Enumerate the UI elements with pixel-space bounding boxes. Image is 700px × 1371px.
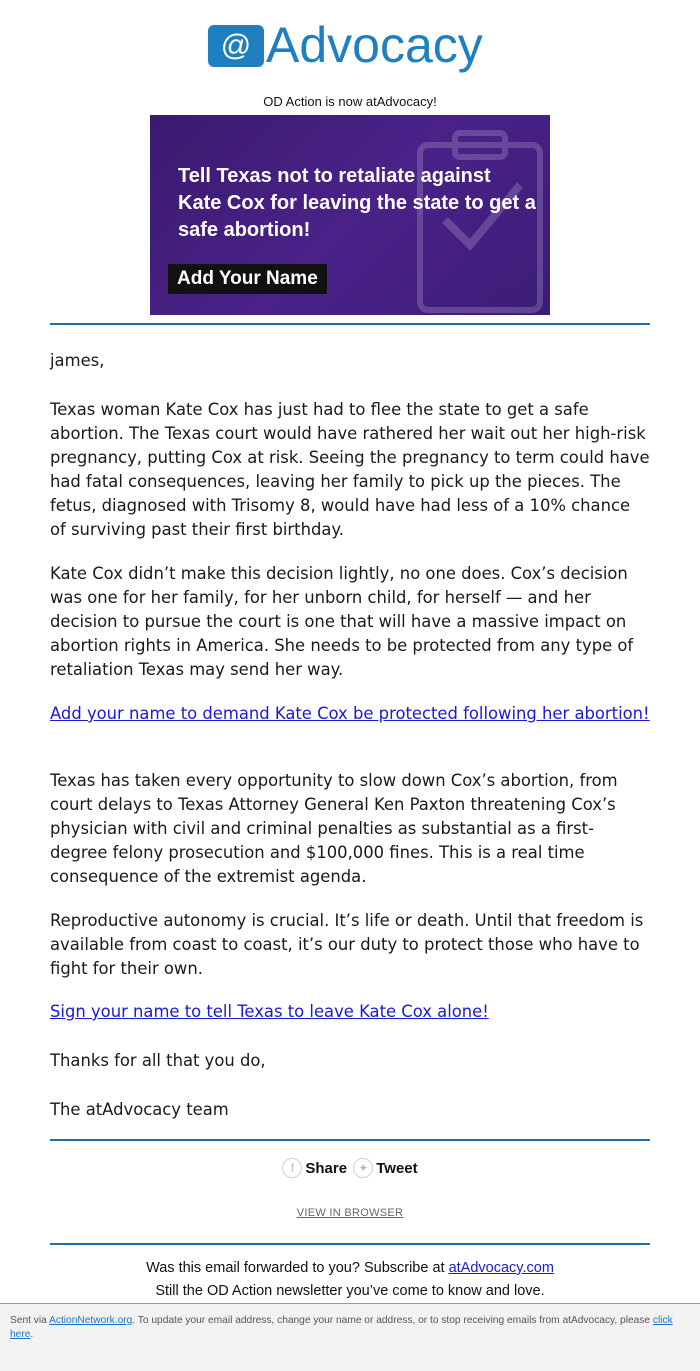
twitter-tweet-button[interactable] bbox=[353, 1158, 417, 1178]
paragraph-2: Kate Cox didn’t make this decision lightly, no one does. Cox’s decision was one for her family, for her unborn child, for herself — and her decision to pursue the court is one that will have a massive impact on abortion rights in America. She needs to be protected from any type of retaliation Texas may send her way. bbox=[50, 564, 634, 679]
footer-text bbox=[10, 1314, 690, 1342]
petition-banner[interactable] bbox=[150, 115, 550, 315]
twitter-icon: ✦ bbox=[353, 1158, 373, 1178]
subscribe-prefix: Was this email forwarded to you? Subscribe at bbox=[146, 1260, 449, 1276]
footer bbox=[0, 1303, 700, 1371]
logo-wordmark: Advocacy bbox=[266, 17, 483, 73]
footer-middle-text: . To update your email address, change your name or address, or to stop receiving emails from atAdvocacy, please bbox=[132, 1315, 653, 1326]
facebook-share-button[interactable] bbox=[282, 1158, 347, 1178]
view-in-browser-link[interactable]: VIEW IN BROWSER bbox=[296, 1207, 404, 1219]
share-row bbox=[0, 1158, 700, 1178]
atadvocacy-site-link[interactable]: atAdvocacy.com bbox=[448, 1260, 554, 1276]
greeting: james, bbox=[50, 351, 105, 370]
divider-bottom bbox=[50, 1243, 650, 1245]
subscribe-line bbox=[0, 1257, 700, 1280]
atadvocacy-logo[interactable] bbox=[208, 17, 483, 73]
petition-link-2[interactable]: Sign your name to tell Texas to leave Kate Cox alone! bbox=[50, 1002, 489, 1021]
footer-sent-via: Sent via bbox=[10, 1315, 50, 1326]
footer-end: . bbox=[30, 1329, 34, 1340]
at-sign-logo-mark: @ bbox=[208, 25, 264, 67]
add-your-name-button[interactable]: Add Your Name bbox=[168, 264, 327, 294]
tweet-label: Tweet bbox=[376, 1159, 418, 1177]
petition-link-1-wrapper bbox=[50, 702, 650, 726]
divider-middle bbox=[50, 1139, 650, 1141]
paragraph-3: Texas has taken every opportunity to slow down Cox’s abortion, from court delays to Texas Attorney General Ken Paxton threatening Cox’s physician with civil and criminal penalties as substantial as a first-degree felony prosecution and $100,000 fines. This is a real time consequence of the extremist agenda. bbox=[50, 771, 618, 886]
paragraph-1: Texas woman Kate Cox has just had to flee the state to get a safe abortion. The Texas court would have rathered her wait out her high-risk pregnancy, putting Cox at risk. Seeing the pregnancy to term could have had fatal consequences, leaving her family to pick up the pieces. The fetus, diagnosed with Trisomy 8, would have had less of a 10% chance of surviving past their first birthday. bbox=[50, 400, 650, 539]
signature: The atAdvocacy team bbox=[50, 1100, 229, 1119]
divider-top bbox=[50, 323, 650, 325]
closing: Thanks for all that you do, bbox=[50, 1051, 266, 1070]
newsletter-line: Still the OD Action newsletter you’ve come to know and love. bbox=[155, 1283, 545, 1299]
petition-link-1[interactable]: Add your name to demand Kate Cox be protected following her abortion! bbox=[50, 704, 650, 723]
tagline: OD Action is now atAdvocacy! bbox=[263, 94, 437, 109]
banner-headline: Tell Texas not to retaliate against Kate Cox for leaving the state to get a safe abortion! bbox=[178, 165, 536, 241]
paragraph-4: Reproductive autonomy is crucial. It’s life or death. Until that freedom is available from coast to coast, it’s our duty to protect those who have to fight for their own. bbox=[50, 911, 644, 978]
forward-notice bbox=[0, 1257, 700, 1303]
action-network-link[interactable]: ActionNetwork.org bbox=[49, 1315, 133, 1326]
petition-link-2-wrapper bbox=[50, 1000, 650, 1024]
unsubscribe-link[interactable]: click here bbox=[10, 1315, 673, 1340]
facebook-icon: f bbox=[282, 1158, 302, 1178]
share-label: Share bbox=[305, 1159, 348, 1177]
